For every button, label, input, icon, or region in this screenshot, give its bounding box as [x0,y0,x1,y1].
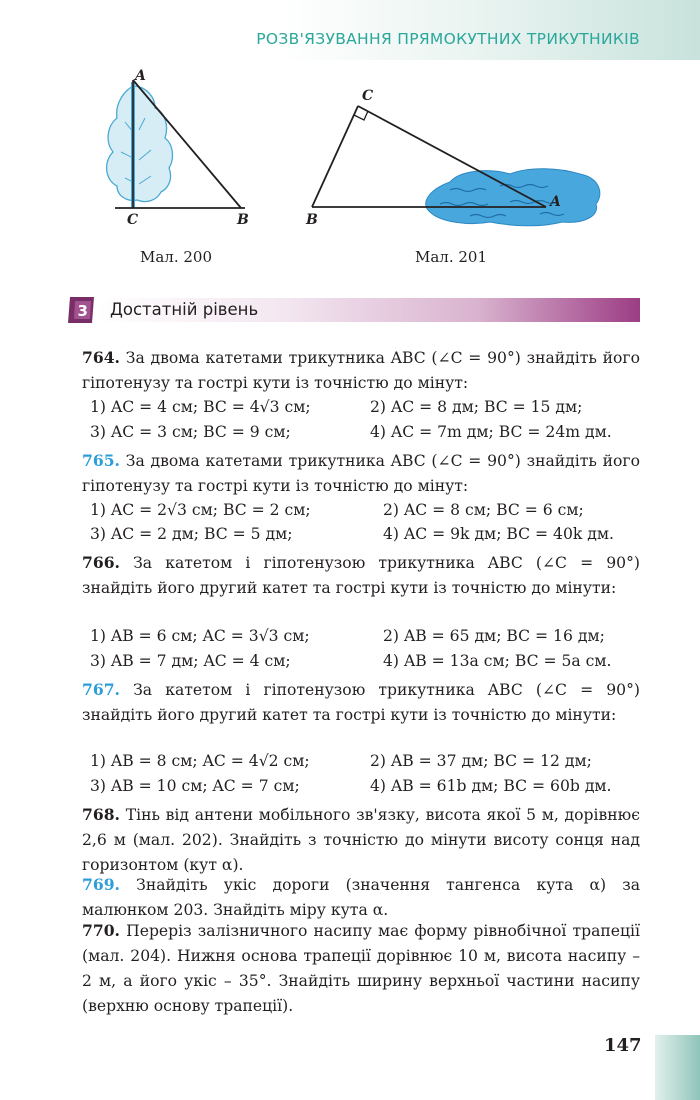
problem-number: 769. [82,875,120,894]
problem-number: 766. [82,553,120,572]
answer-row: 4) AC = 9k дм; BC = 40k дм. [383,525,614,543]
answer-row: 1) AB = 8 см; AC = 4√2 см; [90,752,310,770]
label-B: B [306,212,318,228]
problem-767 [82,677,640,728]
lake [426,169,600,226]
answer-row: 4) AB = 61b дм; BC = 60b дм. [370,777,612,795]
answer-row: 2) AB = 65 дм; BC = 16 дм; [383,627,605,645]
caption-201: Мал. 201 [415,248,487,266]
answer-row: 4) AB = 13a см; BC = 5a см. [383,652,612,670]
page-number: 147 [604,1035,642,1056]
answer-row: 1) AC = 2√3 см; BC = 2 см; [90,501,311,519]
label-C: C [127,212,139,228]
figure-200 [95,62,265,242]
problem-number: 764. [82,348,120,367]
problem-text: Переріз залізничного насипу має форму рівнобічної трапеції (мал. 204). Нижня основа трапеції дорівнює 10 м, висота насипу – 2 м, а його укіс – 35°. Знайдіть ширину верхньої частини насипу (верхню основу трапеції). [82,922,640,1015]
problem-text: За двома катетами трикутника ABC (∠C = 90°) знайдіть його гіпотенузу та гострі кути із точністю до мінут: [82,349,640,392]
answer-row: 1) AB = 6 см; AC = 3√3 см; [90,627,310,645]
answer-row: 3) AB = 7 дм; AC = 4 см; [90,652,291,670]
label-A: A [135,68,146,84]
problem-765 [82,448,640,499]
svg-text:3: 3 [77,302,88,320]
answer-row: 3) AC = 2 дм; BC = 5 дм; [90,525,293,543]
caption-200: Мал. 200 [140,248,212,266]
problem-number: 765. [82,451,120,470]
answer-row: 2) AB = 37 дм; BC = 12 дм; [370,752,592,770]
answer-row: 2) AC = 8 см; BC = 6 см; [383,501,584,519]
problem-769 [82,872,640,923]
answer-row: 3) AC = 3 см; BC = 9 см; [90,423,291,441]
label-B: B [237,212,249,228]
figure-201 [300,82,610,232]
problem-764 [82,345,640,396]
problem-768 [82,802,640,878]
answer-row: 1) AC = 4 см; BC = 4√3 см; [90,398,311,416]
section-title: Достатній рівень [110,300,259,319]
problem-text: Знайдіть укіс дороги (значення тангенса кута α) за малюнком 203. Знайдіть міру кута α. [82,876,640,919]
problem-text: Тінь від антени мобільного зв'язку, висота якої 5 м, дорівнює 2,6 м (мал. 202). Знайдіть з точністю до мінути висоту сонця над горизонтом (кут α). [82,806,640,874]
running-head: РОЗВ'ЯЗУВАННЯ ПРЯМОКУТНИХ ТРИКУТНИКІВ [256,30,640,48]
level-3-icon [66,295,96,325]
problem-number: 770. [82,921,120,940]
problem-number: 768. [82,805,120,824]
label-C: C [362,88,374,104]
section-header [66,295,640,325]
problem-text: За двома катетами трикутника ABC (∠C = 90°) знайдіть його гіпотенузу та гострі кути із точністю до мінут: [82,452,640,495]
label-A: A [550,194,561,210]
answer-row: 2) AC = 8 дм; BC = 15 дм; [370,398,583,416]
problem-text: За катетом і гіпотенузою трикутника ABC (∠C = 90°) знайдіть його другий катет та гострі кути із точністю до мінути: [82,554,640,597]
problem-766 [82,550,640,601]
page-corner-band [655,1035,700,1100]
problem-number: 767. [82,680,120,699]
answer-row: 3) AB = 10 см; AC = 7 см; [90,777,300,795]
answer-row: 4) AC = 7m дм; BC = 24m дм. [370,423,612,441]
problem-770 [82,918,640,1019]
problem-text: За катетом і гіпотенузою трикутника ABC (∠C = 90°) знайдіть його другий катет та гострі кути із точністю до мінути: [82,681,640,724]
